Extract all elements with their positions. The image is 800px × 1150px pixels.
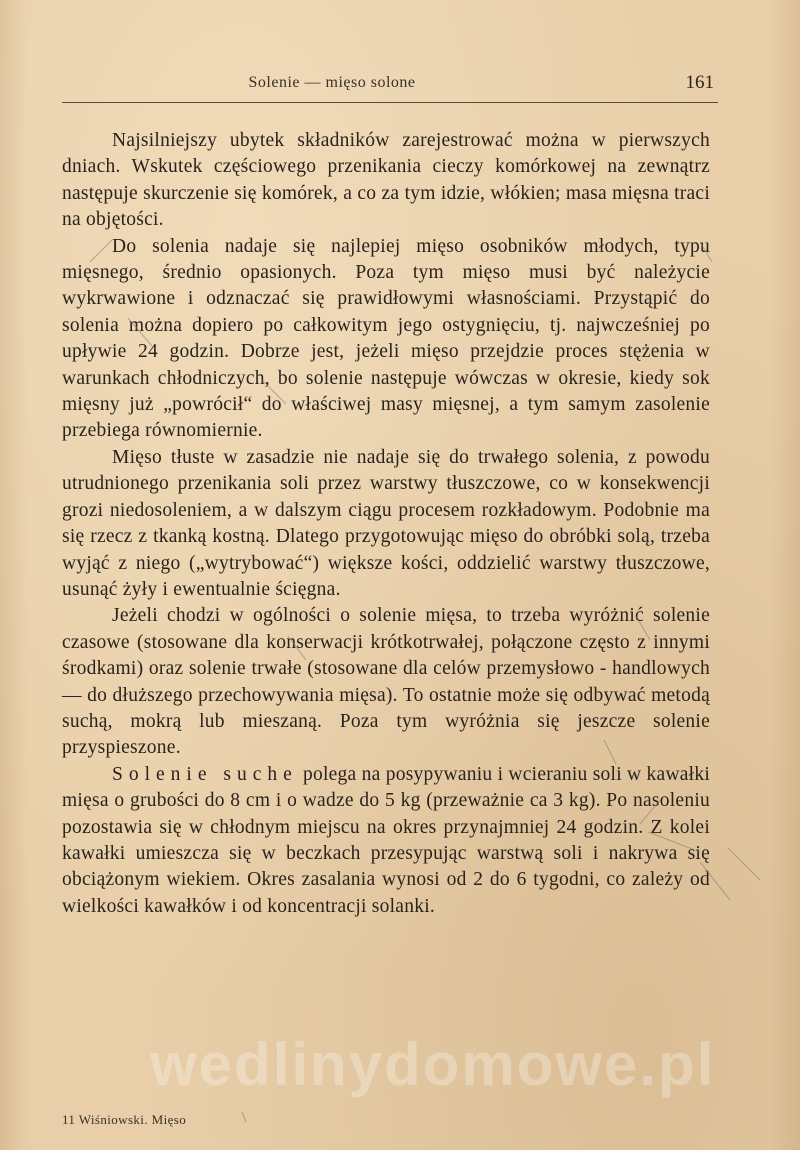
body-text (62, 128, 710, 920)
paragraph-4: Jeżeli chodzi w ogólności o solenie mięsa, to trzeba wyróżnić solenie czasowe (stosowane dla konserwacji krótkotrwałej, połączone często z innymi środkami) oraz solenie trwałe (stosowane dla celów przemysłowo - handlowych — do dłuższego przechowywania mięsa). To ostatnie może się odbywać metodą suchą, mokrą lub mieszaną. Poza tym wyróżnia się jeszcze solenie przyspieszone. (62, 605, 710, 759)
spaced-term: Solenie suche (112, 763, 298, 785)
page-header (62, 72, 718, 103)
running-title: Solenie — mięso solone (248, 74, 416, 91)
pencil-stroke (242, 1112, 246, 1122)
signature-mark: 11 Wiśniowski. Mięso (62, 1112, 187, 1127)
paragraph-5-text: polega na posypywaniu i wcieraniu soli w kawałki mięsa o grubości do 8 cm i o wadze do 5 kg (przeważnie ca 3 kg). Po nasoleniu pozostawia się w chłodnym miejscu na okres przynajmniej 24 godzin. Z kolei kawałki umieszcza się w beczkach przesypując warstwą soli i nakrywa się obciążonym wiekiem. Okres zasalania wynosi od 2 do 6 tygodni, co zależy od wielkości kawałków i od koncentracji solanki. (62, 763, 711, 917)
paragraph-5 (62, 762, 710, 920)
paragraph-3: Mięso tłuste w zasadzie nie nadaje się do trwałego solenia, z powodu utrudnionego przenikania soli przez warstwy tłuszczowe, co w konsekwencji grozi niedosoleniem, a w dalszym ciągu procesem rozkładowym. Podobnie ma się rzecz z tkanką kostną. Dlatego przygotowując mięso do obróbki solą, trzeba wyjąć z niego („wytrybować“) większe kości, oddzielić warstwy tłuszczowe, usunąć żyły i ewentualnie ścięgna. (62, 446, 710, 600)
pencil-stroke (728, 848, 760, 880)
paragraph-1: Najsilniejszy ubytek składników zarejestrować można w pierwszych dniach. Wskutek częściowego przenikania cieczy komórkowej na zewnątrz następuje skurczenie się komórek, a co za tym idzie, włókien; masa mięsna traci na objętości. (62, 130, 710, 231)
page-number: 161 (685, 72, 714, 93)
paragraph-2: Do solenia nadaje się najlepiej mięso osobników młodych, typu mięsnego, średnio opasionych. Poza tym mięso musi być należycie wykrwawione i odznaczać się prawidłowymi własnościami. Przystąpić do solenia można dopiero po całkowitym jego ostygnięciu, tj. najwcześniej po upływie 24 godzin. Dobrze jest, jeżeli mięso przejdzie proces stężenia w warunkach chłodniczych, bo solenie następuje wówczas w okresie, kiedy sok mięsny już „powrócił“ do właściwej masy mięsnej, a tym samym zasolenie przebiega równomiernie. (62, 235, 710, 442)
watermark: wedlinydomowe.pl (150, 1031, 716, 1098)
